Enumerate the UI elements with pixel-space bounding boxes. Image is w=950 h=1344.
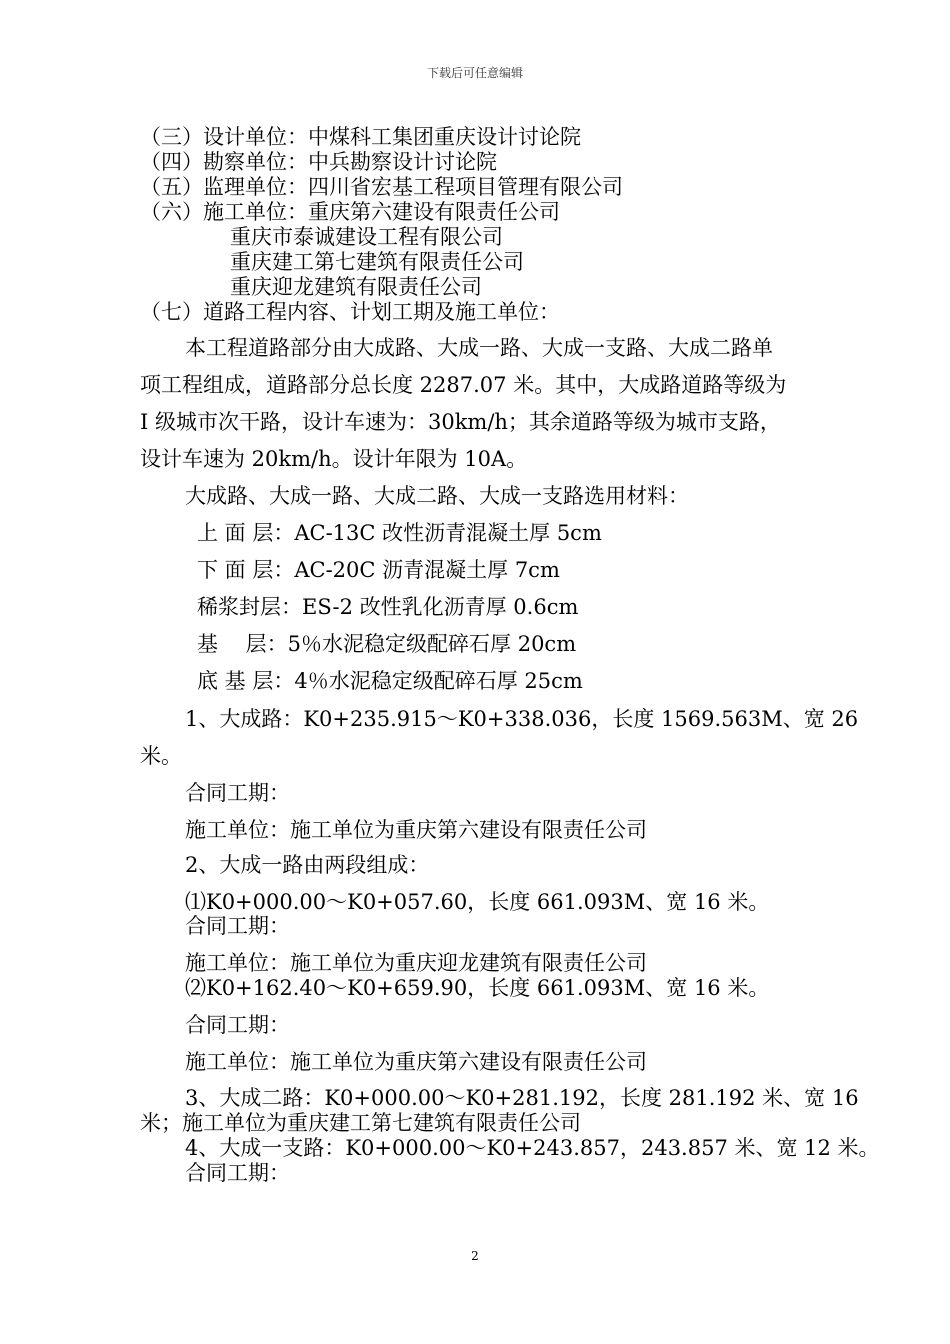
text-line: 米；施工单位为重庆建工第七建筑有限责任公司 bbox=[140, 1111, 581, 1135]
text-line: 大成路、大成一路、大成二路、大成一支路选用材料： bbox=[185, 484, 689, 508]
text-line: （六）施工单位：重庆第六建设有限责任公司 bbox=[140, 200, 560, 224]
text-line: 米。 bbox=[140, 744, 182, 768]
text-line: 1、大成路：K0+235.915～K0+338.036，长度 1569.563M、宽 26 bbox=[185, 707, 859, 731]
page-header: 下载后可任意编辑 bbox=[426, 66, 523, 80]
material-line: 上 面 层：AC-13C 改性沥青混凝土厚 5cm bbox=[197, 521, 602, 545]
material-line: 下 面 层：AC-20C 沥青混凝土厚 7cm bbox=[197, 558, 560, 582]
text-line: 合同工期： bbox=[185, 1161, 290, 1185]
text-line: 重庆迎龙建筑有限责任公司 bbox=[230, 275, 482, 299]
material-line: 基 层：5％水泥稳定级配碎石厚 20cm bbox=[197, 632, 577, 656]
text-line: 合同工期： bbox=[185, 1013, 290, 1037]
text-line: I 级城市次干路，设计车速为：30km/h；其余道路等级为城市支路， bbox=[140, 410, 781, 434]
text-line: ⑴K0+000.00～K0+057.60，长度 661.093M、宽 16 米。 bbox=[185, 890, 770, 914]
material-line: 稀浆封层：ES-2 改性乳化沥青厚 0.6cm bbox=[197, 595, 579, 619]
text-line: 施工单位：施工单位为重庆第六建设有限责任公司 bbox=[185, 1050, 647, 1074]
text-line: 2、大成一路由两段组成： bbox=[185, 853, 430, 877]
text-line: 设计车速为 20km/h。设计年限为 10A。 bbox=[140, 447, 528, 471]
text-line: ⑵K0+162.40～K0+659.90，长度 661.093M、宽 16 米。 bbox=[185, 976, 770, 1000]
text-line: 重庆市泰诚建设工程有限公司 bbox=[230, 225, 503, 249]
text-line: （四）勘察单位：中兵勘察设计讨论院 bbox=[140, 150, 497, 174]
page-number: 2 bbox=[471, 1249, 479, 1263]
text-line: 4、大成一支路：K0+000.00～K0+243.857，243.857 米、宽 12 米。 bbox=[185, 1136, 880, 1160]
text-line: 施工单位：施工单位为重庆迎龙建筑有限责任公司 bbox=[185, 951, 647, 975]
text-line: （三）设计单位：中煤科工集团重庆设计讨论院 bbox=[140, 125, 581, 149]
material-line: 底 基 层：4％水泥稳定级配碎石厚 25cm bbox=[197, 669, 583, 693]
text-line: 重庆建工第七建筑有限责任公司 bbox=[230, 250, 524, 274]
text-line: 施工单位：施工单位为重庆第六建设有限责任公司 bbox=[185, 818, 647, 842]
text-line: 合同工期： bbox=[185, 914, 290, 938]
text-line: （七）道路工程内容、计划工期及施工单位： bbox=[140, 300, 560, 324]
text-line: 3、大成二路：K0+000.00～K0+281.192，长度 281.192 米、宽 16 bbox=[185, 1086, 859, 1110]
text-line: 本工程道路部分由大成路、大成一路、大成一支路、大成二路单 bbox=[185, 336, 773, 360]
text-line: （五）监理单位：四川省宏基工程项目管理有限公司 bbox=[140, 175, 623, 199]
text-line: 合同工期： bbox=[185, 781, 290, 805]
text-line: 项工程组成，道路部分总长度 2287.07 米。其中，大成路道路等级为 bbox=[140, 373, 787, 397]
